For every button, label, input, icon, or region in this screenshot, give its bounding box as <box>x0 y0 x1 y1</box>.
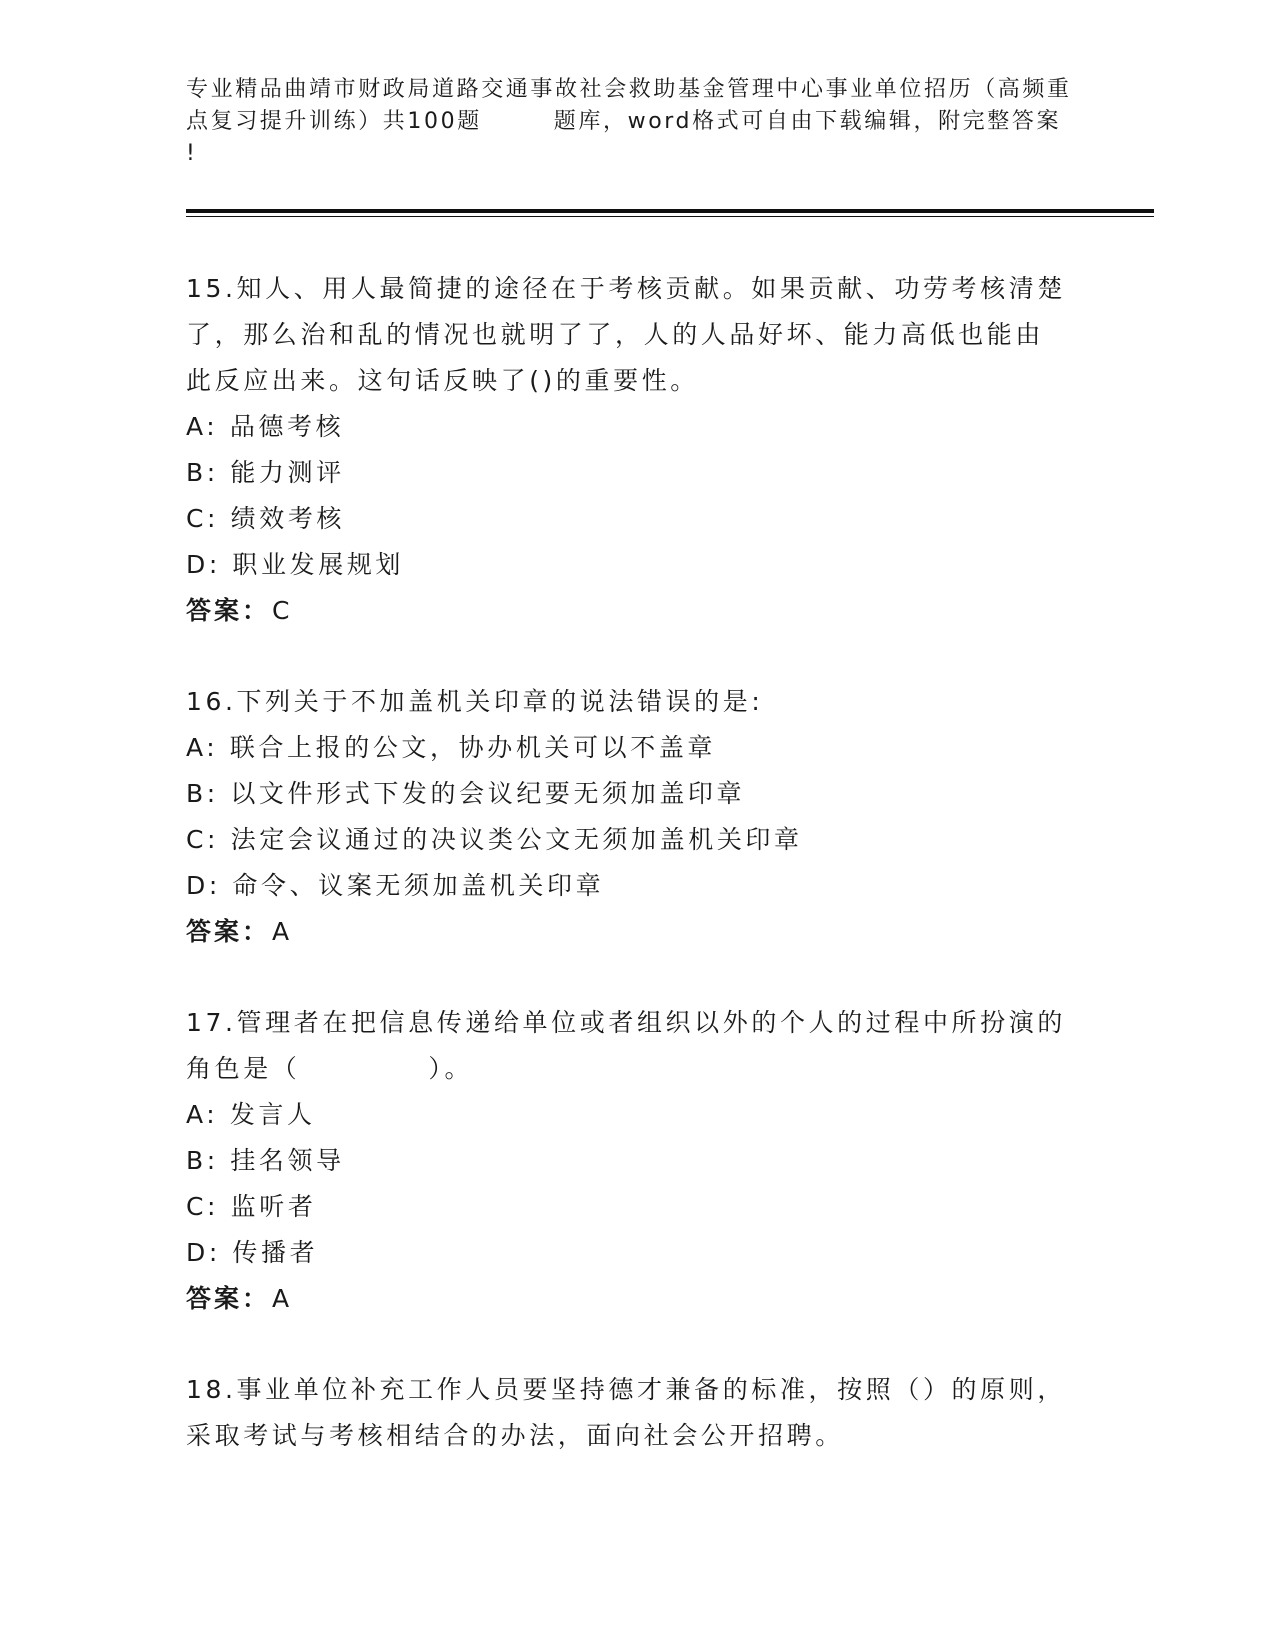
option-c: C: 法定会议通过的决议类公文无须加盖机关印章 <box>186 825 803 854</box>
question-text-line: 16.下列关于不加盖机关印章的说法错误的是: <box>186 687 764 716</box>
answer <box>186 588 1106 634</box>
option-c: C: 监听者 <box>186 1192 317 1221</box>
header-line-1: 专业精品曲靖市财政局道路交通事故社会救助基金管理中心事业单位招历（高频重 <box>186 77 1072 102</box>
question-text-line: 17.管理者在把信息传递给单位或者组织以外的个人的过程中所扮演的 <box>186 1008 1066 1037</box>
answer-value: C <box>272 596 293 625</box>
option-d: D: 传播者 <box>186 1238 319 1267</box>
option-b: B: 以文件形式下发的会议纪要无须加盖印章 <box>186 779 746 808</box>
option-a: A: 发言人 <box>186 1100 316 1129</box>
question-text-line: 此反应出来。这句话反映了()的重要性。 <box>186 366 699 395</box>
option-d: D: 命令、议案无须加盖机关印章 <box>186 871 605 900</box>
option-b: B: 能力测评 <box>186 458 345 487</box>
question-18 <box>186 1367 1106 1459</box>
question-text-line: 了，那么治和乱的情况也就明了了，人的人品好坏、能力高低也能由 <box>186 320 1045 349</box>
option-a: A: 品德考核 <box>186 412 345 441</box>
question-text-line: 15.知人、用人最简捷的途径在于考核贡献。如果贡献、功劳考核清楚 <box>186 274 1066 303</box>
document-header <box>186 74 1086 170</box>
header-line-3: ! <box>186 141 198 166</box>
option-a: A: 联合上报的公文，协办机关可以不盖章 <box>186 733 717 762</box>
question-15 <box>186 266 1106 634</box>
answer-value: A <box>272 917 293 946</box>
answer <box>186 909 1106 955</box>
option-b: B: 挂名领导 <box>186 1146 345 1175</box>
answer-label: 答案： <box>186 1284 271 1313</box>
question-17 <box>186 1000 1106 1322</box>
answer-label: 答案： <box>186 596 271 625</box>
question-text-after-blank: ）。 <box>428 1054 474 1083</box>
answer <box>186 1276 1106 1322</box>
option-d: D: 职业发展规划 <box>186 550 405 579</box>
question-text-line: 采取考试与考核相结合的办法，面向社会公开招聘。 <box>186 1421 844 1450</box>
header-divider-thick <box>186 209 1154 213</box>
header-line-2-start: 点复习提升训练）共100题 <box>186 109 482 134</box>
answer-label: 答案： <box>186 917 271 946</box>
question-16 <box>186 679 1106 955</box>
header-line-2-end: 题库，word格式可自由下载编辑，附完整答案 <box>553 109 1062 134</box>
header-line-2 <box>186 106 1086 138</box>
header-divider-thin <box>186 216 1154 217</box>
question-text-line <box>186 1046 1106 1092</box>
option-c: C: 绩效考核 <box>186 504 346 533</box>
question-text-line: 18.事业单位补充工作人员要坚持德才兼备的标准，按照（）的原则， <box>186 1375 1066 1404</box>
question-text-before-blank: 角色是（ <box>186 1054 301 1083</box>
answer-value: A <box>272 1284 293 1313</box>
question-list <box>186 266 1106 1459</box>
